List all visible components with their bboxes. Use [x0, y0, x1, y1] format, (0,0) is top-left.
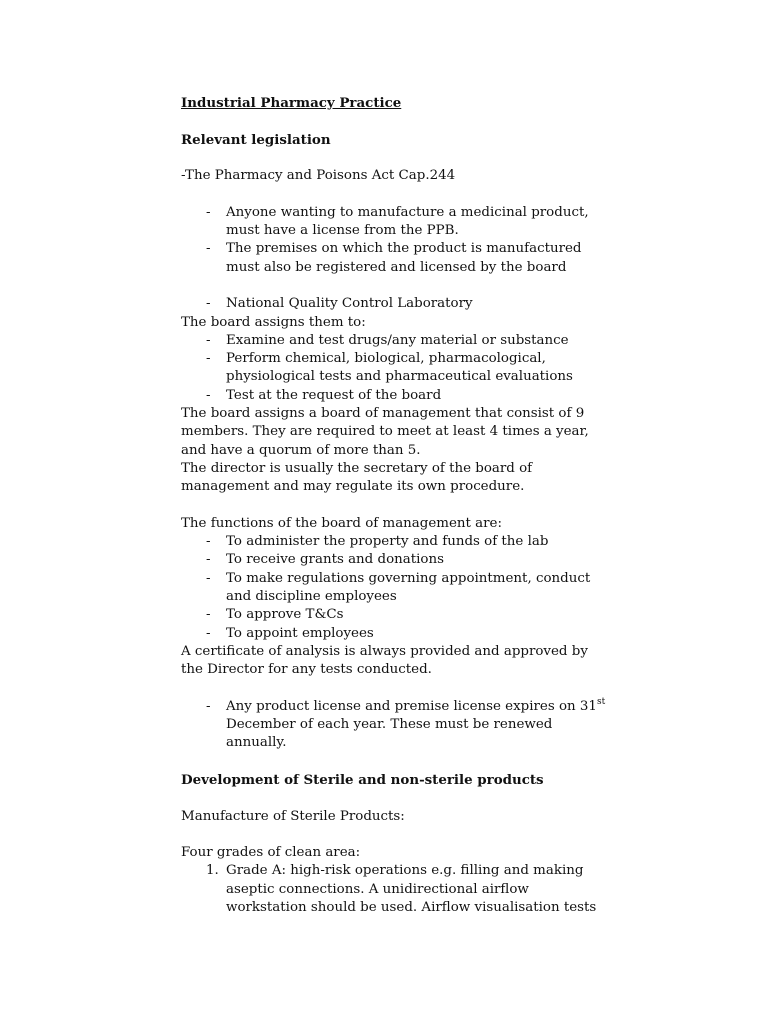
- dash-marker: -: [206, 698, 211, 714]
- list-item-text: physiological tests and pharmaceutical evaluations: [226, 369, 573, 385]
- list-item: [206, 240, 601, 277]
- act-line: -The Pharmacy and Poisons Act Cap.244: [181, 168, 456, 184]
- dash-marker: -: [206, 351, 211, 367]
- list-item-text: must have a license from the PPB.: [226, 223, 459, 239]
- subheading-sterile: Manufacture of Sterile Products:: [181, 808, 405, 824]
- list-item-text: Anyone wanting to manufacture a medicinal product,: [226, 204, 589, 220]
- paragraph-line: and have a quorum of more than 5.: [181, 442, 421, 458]
- dash-marker: -: [206, 296, 211, 312]
- functions-intro: The functions of the board of management are:: [181, 515, 502, 531]
- list-item-text: annually.: [226, 735, 287, 751]
- paragraph-line: the Director for any tests conducted.: [181, 662, 432, 678]
- dash-marker: -: [206, 625, 211, 641]
- list-item-text: To approve T&Cs: [226, 607, 344, 623]
- list-item: [206, 204, 601, 241]
- dash-marker: -: [206, 607, 211, 623]
- dash-marker: -: [206, 204, 211, 220]
- paragraph-line: The director is usually the secretary of the board of: [181, 460, 533, 476]
- list-item: [206, 606, 601, 624]
- list-item-text: must also be registered and licensed by the board: [226, 259, 567, 275]
- list-item-text: Perform chemical, biological, pharmacological,: [226, 351, 546, 367]
- document-title: Industrial Pharmacy Practice: [181, 95, 402, 111]
- list-item: [206, 350, 601, 387]
- list-item-text: To appoint employees: [226, 625, 374, 641]
- dash-marker: -: [206, 570, 211, 586]
- paragraph-line: members. They are required to meet at least 4 times a year,: [181, 424, 589, 440]
- section-heading-legislation: Relevant legislation: [181, 131, 331, 148]
- numbered-list-item: [206, 862, 601, 917]
- board-assigns-line: The board assigns them to:: [181, 314, 366, 330]
- paragraph-line: The board assigns a board of management that consist of 9: [181, 406, 585, 422]
- dash-marker: -: [206, 534, 211, 550]
- paragraph-line: management and may regulate its own procedure.: [181, 479, 525, 495]
- list-number: 1.: [206, 863, 219, 879]
- list-item-text: To receive grants and donations: [226, 552, 444, 568]
- list-item-text: To administer the property and funds of the lab: [226, 534, 549, 550]
- list-item-text: December of each year. These must be renewed: [226, 717, 553, 733]
- list-item-text: National Quality Control Laboratory: [226, 296, 473, 312]
- list-item-text: workstation should be used. Airflow visualisation tests: [226, 900, 597, 916]
- list-item-text: Examine and test drugs/any material or substance: [226, 332, 569, 348]
- section-heading-development: Development of Sterile and non-sterile products: [181, 771, 544, 788]
- list-item: [206, 570, 601, 607]
- list-item: [206, 625, 601, 643]
- ordinal-suffix: st: [596, 696, 606, 707]
- grades-intro: Four grades of clean area:: [181, 845, 361, 861]
- list-item-text: and discipline employees: [226, 589, 397, 605]
- list-item: [206, 533, 601, 551]
- dash-marker: -: [206, 387, 211, 403]
- list-item: [206, 387, 601, 405]
- document-page: [181, 94, 606, 917]
- dash-marker: -: [206, 552, 211, 568]
- license-text: Any product license and premise license expires on 31: [226, 698, 597, 714]
- dash-marker: -: [206, 241, 211, 257]
- list-item: [206, 295, 601, 313]
- list-item-text: To make regulations governing appointment, conduct: [226, 570, 591, 586]
- paragraph-line: A certificate of analysis is always provided and approved by: [181, 643, 588, 659]
- list-item-text: Grade A: high-risk operations e.g. filling and making: [226, 863, 584, 879]
- list-item-text: [226, 698, 605, 716]
- list-item: [206, 551, 601, 569]
- list-item-text: The premises on which the product is manufactured: [226, 241, 582, 257]
- list-item: [206, 696, 606, 753]
- list-item-text: aseptic connections. A unidirectional airflow: [226, 881, 529, 897]
- list-item-text: Test at the request of the board: [226, 387, 442, 403]
- dash-marker: -: [206, 332, 211, 348]
- list-item: [206, 332, 601, 350]
